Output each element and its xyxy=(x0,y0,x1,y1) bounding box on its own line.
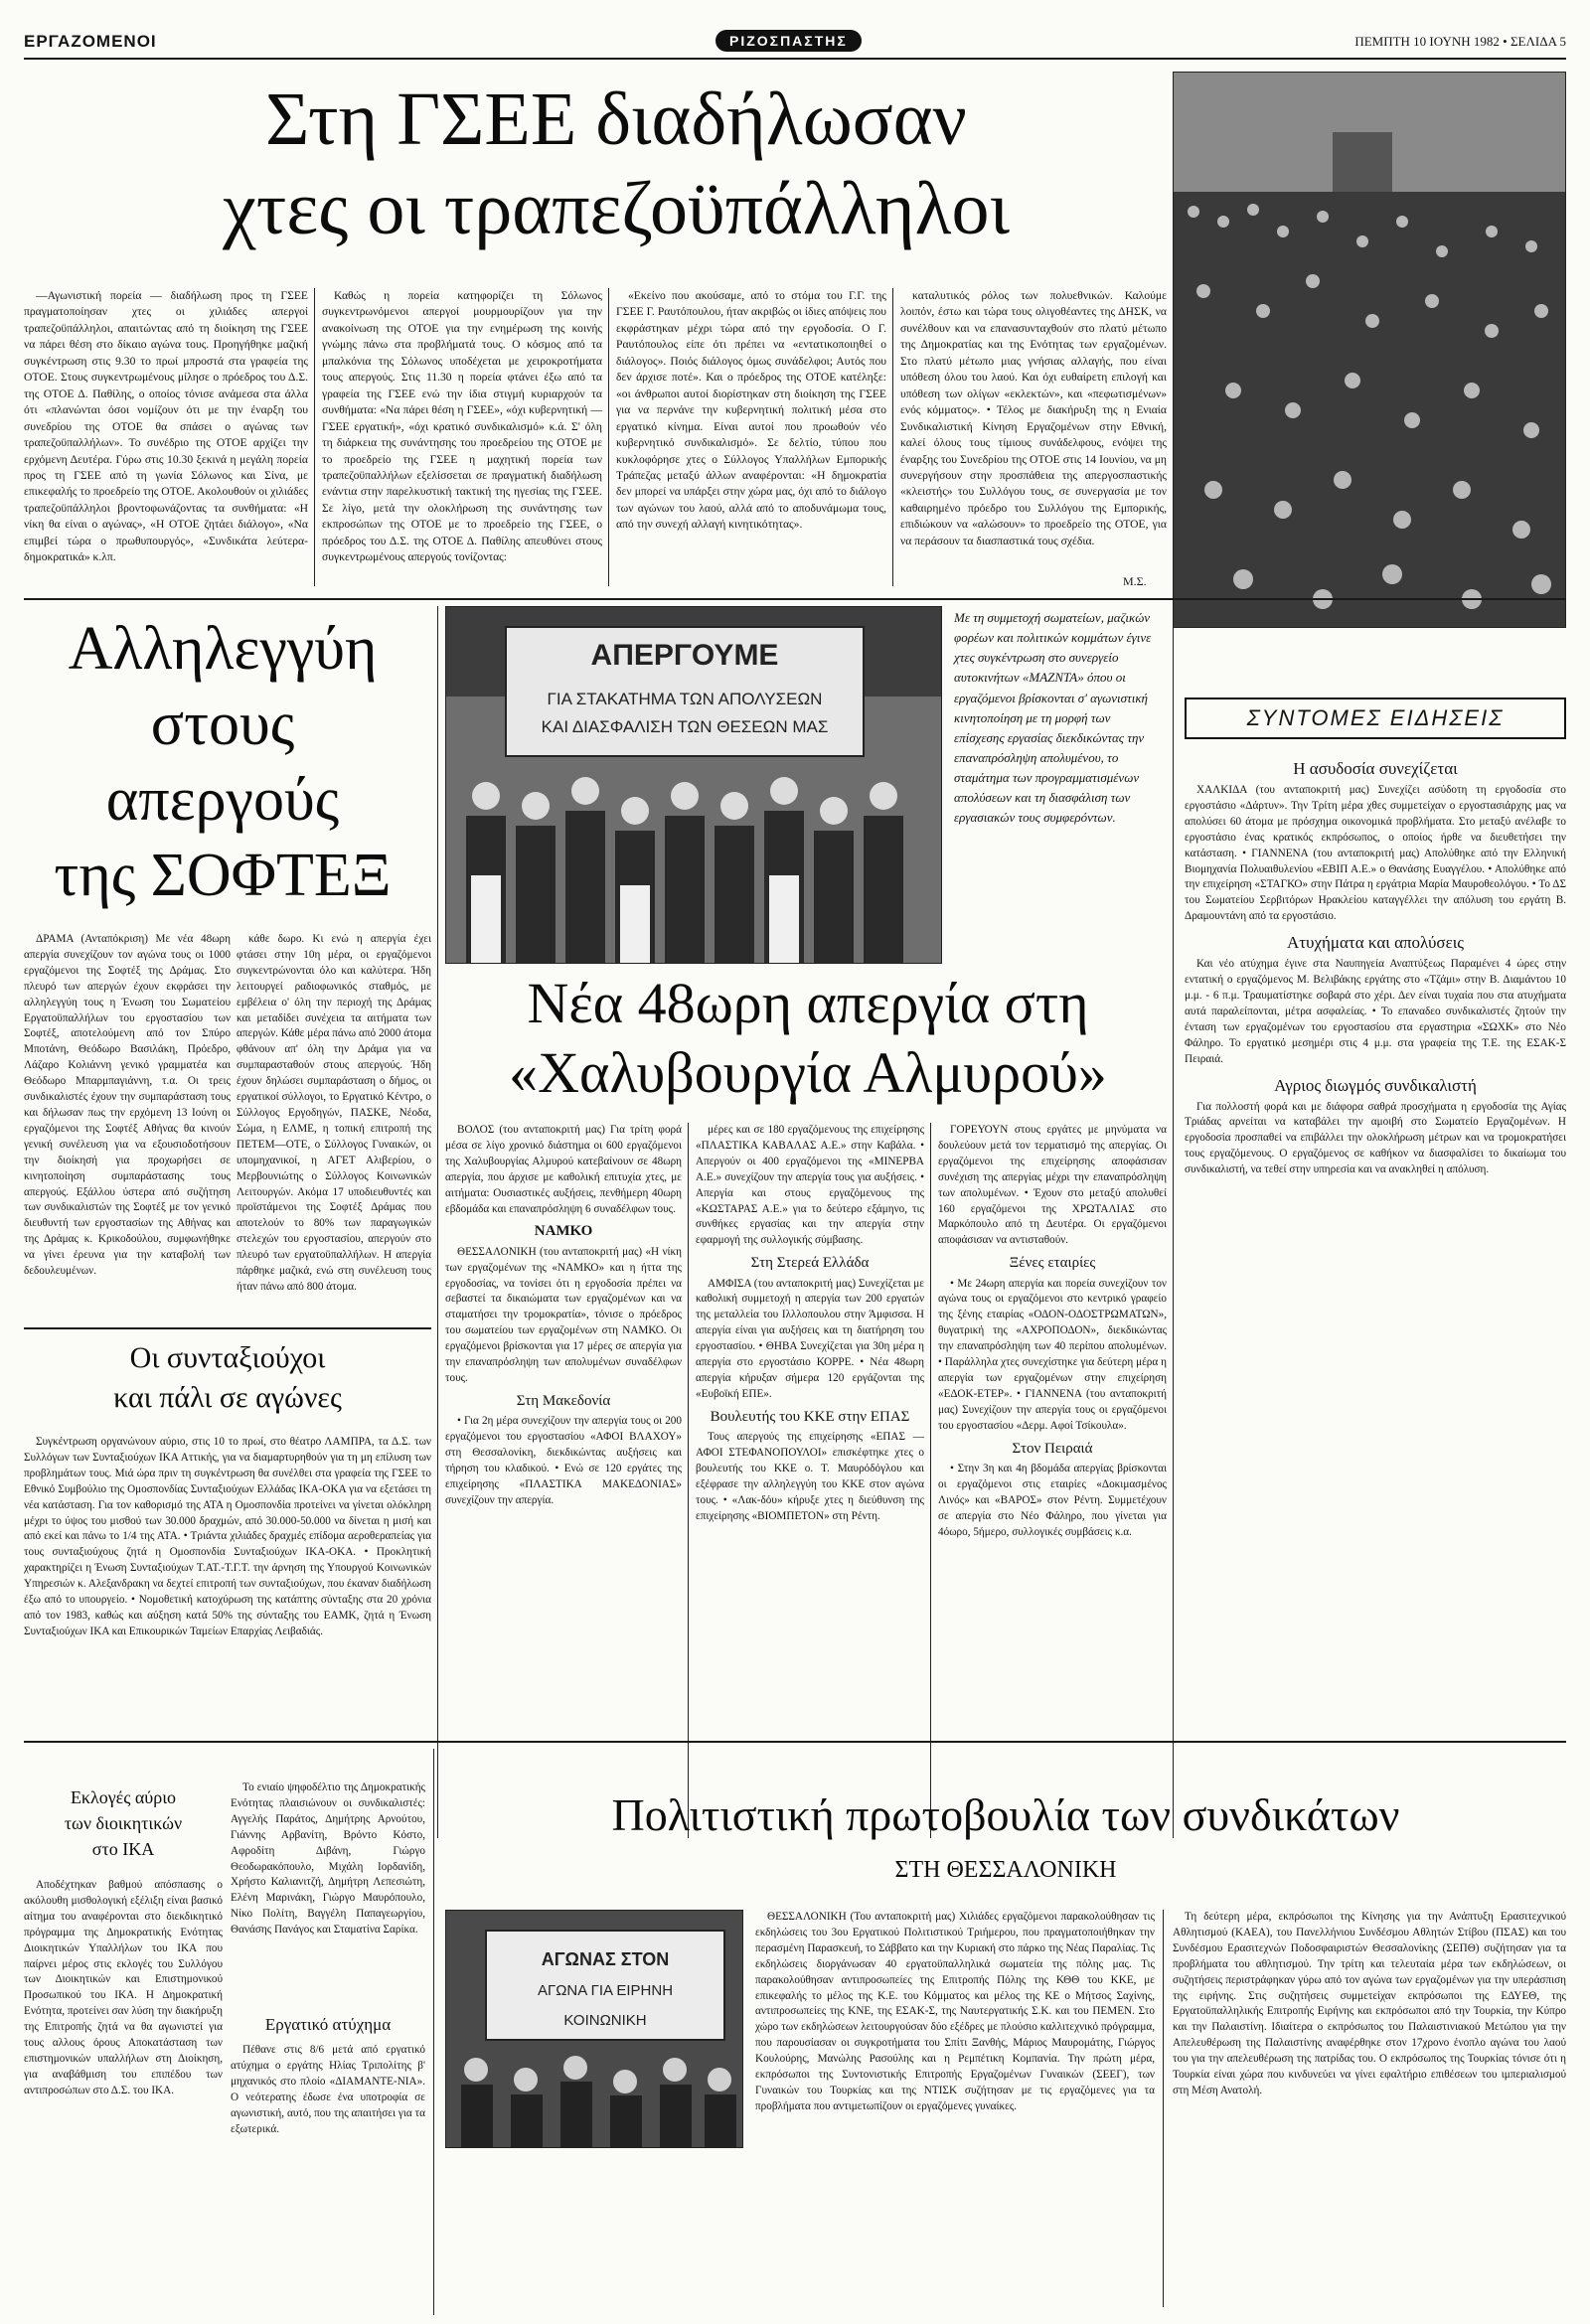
ika-headline-2: των διοικητικών xyxy=(64,1813,183,1833)
almyros-col-2: μέρες και σε 180 εργαζόμενους της επιχείρησης «ΠΛΑΣΤΙΚΑ ΚΑΒΑΛΑΣ Α.Ε.» στην Καβάλα. • Απεργούν οι 400 εργαζόμενοι της «ΜΙΝΕΡΒΑ Α.Ε.» συνεχίζουν την απεργία τους για αυξήσεις. • Απεργία και στους εργαζόμενους της «ΚΩΣΤΑΡΑΣ Α.Ε.» για το δεύτερο εξάμηνο, τις συνθήκες εργασίας και την απεργία στην εφαρμογή της συλλογικής σύμβασης. Στη Στερεά Ελλάδα ΑΜΦΙΣΑ (του ανταποκριτή μας) Συνεχίζεται με καθολική συμμετοχή η απεργία των 200 εργατών της μεταλλεία του Ιλλλοπουλου στην Άμφισσα. Η απεργία είναι για αυξήσεις και τη διατήρηση του εργοστασίου. • ΘΗΒΑ Συνεχίζεται για 30η μέρα η απεργία στο εργοστάσιο ΚΟΡΡΕ. • Νέα 48ωρη απεργία κήρυξαν σήμερα 120 εργάζονται της «Ευβοϊκή ΕΠΕ». Βουλευτής του ΚΚΕ στην ΕΠΑΣ Τους απεργούς της επιχείρησης «ΕΠΑΣ — ΑΦΟΙ ΣΤΕΦΑΝΟΠΟΥΛΟΙ» επισκέφτηκε χτες ο βουλευτής του ΚΚΕ ο. Τ. Μαυρόδόγλου και εξέφρασε την αλληλεγγύη του ΚΚΕ στον αγώνα τους. • «Λακ-δόυ» κήρυξε χτες η διεύθυνση της επιχείρησης «ΒΙΟΜΠΕΤΟΝ» στη Ρέντη. xyxy=(696,1124,924,1522)
main-headline-1: Στη ΓΣΕΕ διαδήλωσαν xyxy=(265,77,967,161)
pensioners-headline-2: και πάλι σε αγώνες xyxy=(113,1381,342,1414)
subhead-atyxima: Εργατικό ατύχημα xyxy=(264,2015,392,2034)
subhead-sterea: Στη Στερεά Ελλάδα xyxy=(750,1255,870,1272)
culture-subheadline: ΣΤΗ ΘΕΣΣΑΛΟΝΙΚΗ xyxy=(894,1857,1117,1883)
pensioners-headline-1: Οι συνταξιούχοι xyxy=(129,1341,326,1374)
briefs-title: ΣΥΝΤΟΜΕΣ ΕΙΔΗΣΕΙΣ xyxy=(1185,697,1566,739)
almyros-headline-2: «Χαλυβουργία Αλμυρού» xyxy=(509,1040,1107,1105)
culture-col-1: ΘΕΣΣΑΛΟΝΙΚΗ (Του ανταποκριτή μας) Χιλιάδες εργαζόμενοι παρακολούθησαν τις εκδηλώσεις του 3ου Εργατικού Πολιτιστικού Τριήμερου, που πραγματοποιήθηκαν την περασμένη Παρασκευή, το Σάββατο και την Κυριακή στο πάρκο της Νέας Παραλίας. Τις εκδηλώσεις διοργάνωσαν 40 εργατοϋπαλληλικά σωματεία της πόλης μας. Τις παρακολούθησαν αντιπροσωπείες της Επιτροπής Πόλης της ΚΘΘ του ΚΚΕ, με επικεφαλής το μέλος της Κ.Ε. του Κόμματος και μέλος της ΚΕ ο Μήτσος Σαχίνης, αντιπροσωπείες της ΚΝΕ, της ΕΣΑΚ-Σ, της Ναυτεργατικής Σ.Κ. και του ΠΕΜΕΝ. Στο χώρο των εκδηλώσεων λειτουργούσαν δύο εξέδρες με πλούσιο καλλιτεχνικό πρόγραμμα, που παρουσίασαν οι συγκροτήματα του Σπίτι Ξανθής, Μάριος Μαυρομάτης, Γιώργος Κουλούρης, Μανώλης Ρασούλης και η Ρεμπέτικη Κομπανία. Την πρώτη μέρα, εκπρόσωποι της Συντονιστικής Επιτροπής Εργαζομένων Γυναικών (ΣΕΕΓ), των Γυναικών του Τουρκίας και της ΝΤΙΣΚ συζήτησαν με τις εργαζόμενες για τα προβλήματα που αντιμετωπίζουν οι εργαζόμενες γυναίκες. xyxy=(755,1911,1155,2112)
almyros-col-1: ΒΟΛΟΣ (του ανταποκριτή μας) Για τρίτη φορά μέσα σε λίγο χρονικό διάστημα οι 600 εργαζόμενοι της Χαλυβουργίας Αλμυρού κατεβαίνουν σε 48ωρη απεργία, που άρχισε με καθολική επιτυχία χτες, με αιτήματα: Ουσιαστικές αυξήσεις, πενθήμερη 40ωρη εβδομάδα και επαναπρόσληψη 6 συναδέλφων τους. ΝΑΜΚΟ ΘΕΣΣΑΛΟΝΙΚΗ (του ανταποκριτή μας) «Η νίκη των εργαζομένων της «ΝΑΜΚΟ» και η ήττα της εργοδοσίας, να τονίσει ότι η εργοδοσία πρέπει να σεβαστεί τα δικαιώματα των εργαζομένων και να σταματήσει την τρομοκρατία», τόνισε ο πρόεδρος του σωματείου των εργαζομένων στη ΝΑΜΚΟ. Οι εργαζόμενοι βρίσκονται για 17 μέρες σε απεργία για την επαναπρόσληψη των απολυμένων συναδέλφων τους. Στη Μακεδονία • Για 2η μέρα συνεχίζουν την απεργία τους οι 200 εργαζόμενοι του εργοστασίου «ΑΦΟΙ ΒΛΑΧΟΥ» στη Θεσσαλονίκη, διεκδικώντας αυξήσεις και τήρηση του κλαδικού. • Ενώ σε 120 εργάτες της επιχείρησης «ΠΛΑΣΤΙΚΑ ΜΑΚΕΔΟΝΙΑΣ» συνεχίζουν την απεργία. xyxy=(445,1124,682,1506)
header-rule xyxy=(24,58,1566,60)
column-rule xyxy=(433,1749,434,2315)
section-rule xyxy=(24,1741,1566,1743)
section-header: ΕΡΓΑΖΟΜΕΝΟΙ xyxy=(24,32,157,51)
subhead-makedonia: Στη Μακεδονία xyxy=(516,1392,611,1409)
atyxima-text: Πέθανε στις 8/6 μετά από εργατικό ατύχημα ο εργάτης Ηλίας Τριπολίτης β' μηχανικός στο πλοίο «ΔΙΑΜΑΝΤΕ-ΝΙΑ». Ο νεότερατης έδωσε ένα υποτροφία σε αγωνιστική, αυτό, που της απαιτήσει για τα εξωτερικά. xyxy=(231,2044,425,2135)
paper-name-badge: ΡΙΖΟΣΠΑΣΤΗΣ xyxy=(716,30,862,52)
ika-col-1: Αποδέχτηκαν βαθμού απόσπασης ο ακόλουθη μισθολογική εξέλιξη είναι βασικό αίτημα του αναφέρονται στο διεκδικητικό πρόγραμμα της Δημοκρατικής Ενότητας Διοικητικών Υπαλλήλων του ΙΚΑ που παίρνει μέρος στις εκλογές του Συλλόγου των Διοικητικών και Επιστημονικού Προσωπικού του ΙΚΑ. Η Δημοκρατική Ενότητα, προτείνει σαν λύση την διακήρυξη της Επιτροπής ζητά να θα αγωνιστεί για τους αλλους όρους Αποκατάσταση των επιστημονικών υπαλλήλων στη Διοίκηση, για αναβάθμιση του επιπέδου των αντιπροσώπων στο Δ.Σ. του ΙΚΑ. xyxy=(24,1879,223,2096)
culture-banner-2: ΑΓΩΝΑ ΓΙΑ ΕΙΡΗΝΗ xyxy=(537,1982,674,1999)
softex-headline-4: της ΣΟΦΤΕΞ xyxy=(54,842,392,909)
banner-text-2: ΓΙΑ ΣΤΑΚΑΤΗΜΑ ΤΩΝ ΑΠΟΛΥΣΕΩΝ xyxy=(547,690,823,708)
banner-text-3: ΚΑΙ ΔΙΑΣΦΑΛΙΣΗ ΤΩΝ ΘΕΣΕΩΝ ΜΑΣ xyxy=(541,717,829,736)
section-rule xyxy=(24,598,1566,600)
softex-headline-1: Αλληλεγγύη xyxy=(68,615,378,683)
column-rule xyxy=(1173,606,1174,1838)
signature: Μ.Σ. xyxy=(1123,574,1147,588)
subhead-peiraias: Στον Πειραιά xyxy=(1012,1440,1093,1457)
ika-headline-1: Εκλογές αύριο xyxy=(70,1787,177,1807)
subhead-namko: ΝΑΜΚΟ xyxy=(534,1223,593,1240)
softex-col-2: κάθε δωρο. Κι ενώ η απεργία έχει φτάσει στην 10η μέρα, οι εργαζόμενοι συγκεντρώνονται όλο και καλύτερα. Ήδη λειτουργεί ραδιοφωνικός σταθμός, με εμβέλεια ο' όλη την περιοχή της Δράμας και μεταδίδει συνέχεια τα αιτήματα των απεργών. Κάθε μέρα πάνω από 2000 άτομα φθάνουν απ' όλη την Δράμα για να συμπαρασταθούν στους απεργούς. Ήδη έχουν δηλώσει συμπαράσταση ο δήμος, οι εργατικοί σύλλογοι, το Εργατικό Κέντρο, ο Σύλλογος Εργοδηγών, ΠΑΣΚΕ, Νέοδα, Σώμα, η ΕΛΜΕ, η τοπική επιτροπή της ΠΕΤΕΜ—ΟΤΕ, ο Σύλλογος Γυναικών, οι υπομηχανικοί, η ΑΓΕΤ Αλιβερίου, ο Μερβουνιώτης ο Σύλλογος Κοινωνικών Λειτουργών. Ακόμα 17 υποδιευθυντές και προϊστάμενοι της Σοφτέξ Δράμας που αποτελούν το 80% των παραγωγικών στελεχών του εργοστασίου, απεργούν στο πλευρό των εργατοϋπαλλήλων. Η απεργία πάρθηκε μαζικά, ενώ στη συνέλευση τους ήταν πάνω από 800 άτομα. xyxy=(237,933,431,1293)
main-story-col-1: —Αγωνιστική πορεία — διαδήλωση προς τη ΓΣΕΕ πραγματοποίησαν χτες οι χιλιάδες απεργοί τραπεζοϋπάλληλοι, απαιτώντας από τη διοίκηση της ΓΣΕΕ να πάρει θέση στο δίκαιο αγώνα τους. Προηγήθηκε μαζική συγκέντρωση στις 9.30 το πρωί μπροστά στα γραφεία της ΟΤΟΕ. Στους συγκεντρωμένους μίλησε ο πρόεδρος του Δ.Σ. της ΟΤΟΕ Δ. Παθίλης, ο οποίος τόνισε ανάμεσα στα άλλα ότι «πλανώνται όσοι νομίζουν ότι με την έναρξη του συνεδρίου της ΟΤΟΕ θα σπάσει ο αγώνας των τραπεζοϋπαλλήλων». Το συνέδριο της ΟΤΟΕ αρχίζει την ερχόμενη Δευτέρα. Γύρω στις 10.30 ξεκινά η μεγάλη πορεία προς τη ΓΣΕΕ από τη γωνία Σόλωνος και Σίνα, με επικεφαλής το προεδρείο της ΟΤΟΕ. Ακολουθούν οι χιλιάδες τραπεζοϋπάλληλοι βροντοφωνάζοντας τα συνθήματα: «Η νίκη θα είναι ο αγώνας», «Η ΟΤΟΕ ζητάει διάλογο», «Να επιμβεί τώρα ο πρωθυπουργός», «Συνδικάτα λεύτερα-δημοκρατικά» κ.λπ. xyxy=(24,289,308,564)
main-story-col-2: Καθώς η πορεία κατηφορίζει τη Σόλωνος συγκεντρωνόμενοι απεργοί μουρμουρίζουν για την ανακοίνωση της ΟΤΟΕ για την ενημέρωση της κοινής γνώμης πάνω στα προβλήματά τους. Ο κόσμος από τα μπαλκόνια της Σόλωνος υποδέχεται με χειροκροτήματα τους απεργούς. Στις 11.30 η πορεία φτάνει έξω από τα γραφεία της ΓΣΕΕ ενώ την ίδια στιγμή κυριαρχούν τα συνθήματα: «Να πάρει θέση η ΓΣΕΕ», «όχι κυβερνητική — ΓΣΕΕ εργατική», «όχι κρατικό συνδικαλισμό» κ.ά. Σ' όλη τη διάρκεια της συνάντησης του προεδρείου της ΟΤΟΕ με το προεδρείο της ΓΣΕΕ η μαχητική πορεία των τραπεζοϋπαλλήλων εξελίσσεται σε πραγματική διαδήλωση ενάντια στην παρελκυστική τακτική της ηγεσίας της ΓΣΕΕ. Σε λίγο, μετά την ολοκλήρωση της συνάντησης των εκπροσώπων της ΟΤΟΕ με το προεδρείο της ΓΣΕΕ, ο πρόεδρος του Δ.Σ. της ΟΤΟΕ Δ. Παθίλης απευθύνει στους συγκεντρωμένους απεργούς τονίζοντας: xyxy=(322,289,602,564)
pensioners-text: Συγκέντρωση οργανώνουν αύριο, στις 10 το πρωί, στο θέατρο ΛΑΜΠΡΑ, τα Δ.Σ. των Συλλόγων των Συνταξιούχων ΙΚΑ Αττικής, για να διαμαρτυρηθούν για τη μη επίλυση των προβλημάτων τους. Μιά ώρα πριν τη συγκέντρωση θα συνέλθει στα γραφεία της ΓΣΕΕ το Εθνικό Συμβούλιο της Ομοσπονδίας Συνταξιούχων Ελλάδας ΙΚΑ-ΟΚΑ για να εξετάσει τη νέα κατάσταση. Για τον καθορισμό της ΑΤΑ η Ομοσπονδία προτείνει να γίνεται ολόκληρη μέχρι το ύψος του μισθού των 30.000 δραχμών, από 30.000-50.000 να δίνεται η μισή και από εκεί και πάνω το 1/4 της ΑΤΑ. • Τριάντα χιλιάδες δραχμές επίδομα αεροθεραπείας για τους συνταξιούχους ζητά η Ομοσπονδία Συνταξιούχων ΙΚΑ-ΟΚΑ. • Προκλητική χαρακτηρίζει η Ένωση Συνταξιούχων Τ.ΑΤ.-Τ.Γ.Τ. την άρνηση της Υπουργού Κοινωνικών Υπηρεσιών κ. Αλεξανδρακη να δεχτεί επιτροπή των συνταξιούχων, που έκαναν διαδήλωση έξω από το υπουργείο. • Νομοθετική κατοχύρωση της κατάπτης σύνταξης στα 20 χρόνια από τον 1983, καθώς και αύξηση κατά 50% της σύνταξης του ΕΑΜΚ, ζητά η Ένωση Συνταξιούχων ΙΚΑ και Επικουρικών Ταμείων Επαρχίας Λειβαδιάς. xyxy=(24,1436,431,1637)
ika-col-2: Το ενιαίο ψηφοδέλτιο της Δημοκρατικής Ενότητας πλαισιώνουν οι συνδικαλιστές: Αγγελής Παράτος, Δημήτρης Αρνούτου, Γιάννης Αρβανίτη, Βρόντο Κόστο, Αφροδίτη Διβάνη, Γιώργο Θεοδωρακόπουλο, Μιχάλη Ιορδανίδη, Χρήστο Καλιανιτζή, Δημήτρη Λεπεσιώτη, Ελένη Μαρινάκη, Γιώργο Μαυρόπουλο, Νίκο Πολίτη, Βαγγέλη Παπαγεωργίου, Θανάσης Πανάγος και Σταματίνα Σαρίκα. xyxy=(231,1782,425,1937)
main-story-col-3: «Εκείνο που ακούσαμε, από το στόμα του Γ.Γ. της ΓΣΕΕ Γ. Ραυτόπουλου, ήταν ακριβώς οι ίδιες απόψεις που εκφράστηκαν μέχρι τώρα από την εργοδοσία. Ο Γ. Ραυτόπουλος είπε ότι πρέπει να «εντατικοποιηθεί ο διάλογος». Ποιός διάλογος όμως συνάδελφοι; Αυτός που δεν άρχισε ποτέ». Και ο πρόεδρος της ΟΤΟΕ κατέληξε: «οι άνθρωποι αυτοί διορίστηκαν στη διοίκηση της ΓΣΕΕ για να περνάνε την κυβερνητική πολιτική μέσα στο εργατικό κίνημα. Είναι αυτοί που προωθούν νέο κυβερνητικό συνδικαλισμό». Σε δελτίο, τύπου που κυκλοφόρησε χτες ο Σύλλογος Υπαλλήλων Εμπορικής Τράπεζας μεταξύ άλλων αναφέρονται: «Η δημοκρατία δεν μπορεί να υπάρξει στην χώρα μας, όχι από το διάλογο των αγώνων του λαού, αλλά από το αποδυνάμωμα τους, από την συνεχή αλλαγή κινητικότητας». xyxy=(616,289,886,532)
column-rule xyxy=(930,1123,931,1838)
subhead-kke: Βουλευτής του ΚΚΕ στην ΕΠΑΣ xyxy=(710,1408,910,1425)
softex-headline-2: στους xyxy=(150,691,295,758)
softex-col-1: ΔΡΑΜΑ (Ανταπόκριση) Με νέα 48ωρη απεργία συνεχίζουν τον αγώνα τους οι 1000 εργαζόμενοι της Σοφτέξ της Δράμας. Στο πλευρό των απεργών έχουν εκφράσει την αλληλεγγύη τους η Ένωση του Σωματείου Εργατοϋπαλλήλων του εργοστασίου των Σοφτέξ, αποτελούμενη από τον Σπύρο Μποτάνη, Θεόδωρο Βασιλάκη, Πρόεδρο, Λάζαρο Κολιάννη γενικό γραμματέα και Θεόδωρο Μπαρμπαγιάννη, τ.α. Οι τρεις συνδικαλιστές έχουν την συμπαράσταση τους και δήλωσαν πως την ερχόμενη 13 Ιούνη οι εργαζόμενοι της Σοφτέξ Αθήνας θα κινούν γενική συνέλευση για να εξουσιοδοτήσουν την διοίκησή για προχωρήσει σε κινητοποίηση συμπαράστασης τους απεργούς. Εξάλλου ύστερα από συζήτηση των συνδικαλιστών της Σοφτέξ με τον γενικό διευθυντή των εργοστασίων της Αθήνας και της Δράμας κ. Κρικοδούλου, συμφωνήθηκε να γίνει έρευνα για την καταβολή των δεδουλευμένων. xyxy=(24,933,231,1278)
column-rule xyxy=(892,288,893,586)
column-rule xyxy=(608,288,609,586)
softex-headline-3: απεργούς xyxy=(105,766,340,834)
culture-banner-1: ΑΓΩΝΑΣ ΣΤΟΝ xyxy=(541,1949,670,1969)
culture-banner-3: ΚΟΙΝΩΝΙΚΗ xyxy=(563,2012,647,2029)
banner-text-1: ΑΠΕΡΓΟΥΜΕ xyxy=(590,639,779,672)
almyros-col-3: ΓΟΡΕΥΟΥΝ στους εργάτες με μηνύματα να δουλεύουν μετά τον τερματισμό της απεργίας. Οι εργαζόμενοι της επιχείρησης αποφάσισαν συνέχιση της απεργίας μέχρι την επαναπρόσληψη των απολυμένων. • Έχουν στο μεταξύ απολυθεί 160 εργαζόμενοι της ΧΡΩΤΑΛΙΑΣ στο Μαρκόπουλο από τη Δευτέρα. Οι εργαζόμενοι αποφάσισαν να αντισταθούν. Ξένες εταιρίες • Με 24ωρη απεργία και πορεία συνεχίζουν τον αγώνα τους οι εργαζόμενοι στο κεντρικό γραφείο της ξένης εταιρίας «ΟΔΟΝ-ΟΔΟΣΤΡΩΜΑΤΩΝ», θυγατρική της «ΑΧΡΟΠΟΔΟΝ», διεκδικώντας την επαναπρόσληψη των 40 περίπου απολυμένων. • Παράλληλα χτες συνεχίστηκε για δεύτερη μέρα η απεργία των εργαζομένων στην επιχείρηση «ΕΔΟΚ-ΕΤΕΡ». • ΓΙΑΝΝΕΝΑ (του ανταποκριτή μας) Συνεχίζουν την απεργία τους οι εργαζόμενοι του εργοστασίου «Δερμ. Αφοί Τσίκουλα». Στον Πειραιά • Στην 3η και 4η βδομάδα απεργίας βρίσκονται οι εργαζόμενοι στις εταιρίες «Δοκιμασμένος Λινός» και «ΒΑΡΟΣ» στον Ρέντη. Συμμετέχουν σε απεργία στο Νέο Φάληρο, που γίνεται για 4όωρο, 5ήμερο, συλλογικές συμβάσεις κ.α. xyxy=(938,1124,1167,1538)
main-headline-2: χτες οι τραπεζοϋπάλληλοι xyxy=(223,167,1010,250)
crowd-photo xyxy=(1173,72,1566,628)
column-rule xyxy=(314,288,315,586)
culture-photo xyxy=(445,1910,743,2148)
culture-col-2: Τη δεύτερη μέρα, εκπρόσωποι της Κίνησης για την Ανάπτυξη Ερασιτεχνικού Αθλητισμού (ΚΑΕΑ), του Πανελλήνιου Συνδέσμου Αθλητών Στίβου (ΠΣΑΣ) και του Συνδέσμου Ερασιτεχνών Ποδοσφαιριστών Θεσσαλονίκης (ΣΕΠΘ) συζήτησαν για τα προβλήματα του αθλητισμού. Την τρίτη και τελευταία μέρα των εκδηλώσεων, οι συζητήσεις περιστράφηκαν γύρω από τον αγώνα των εργαζομένων για την υπεράσπιση της ειρήνης. Στις συζητήσεις συμμετείχαν εκπρόσωποι της ΕΔΥΕΘ, της Εργατοϋπαλληλικής Επιτροπής Ειρήνης και εκπρόσωποι από την Τουρκία, την Κύπρο και την Παλαιστίνη. Ιδιαίτερα ο εκπρόσωπος του Παλαιστινιακού Μετώπου για την Απελευθέρωση της Παλαιστίνης αναφέρθηκε στον 17χρονο ένοπλο αγώνα του λαού του για την απελευθέρωση της πατρίδας του. Ο εκπρόσωπος της Τουρκίας τόνισε ότι η Τουρκία είναι χώρα που κινδυνεύει να γίνει εφαλτήριο επιθέσεων του ιμπεριαλισμού στη Μέση Ανατολή. xyxy=(1173,1911,1566,2096)
briefs-section: Η ασυδοσία συνεχίζεται ΧΑΛΚΙΔΑ (του ανταποκριτή μας) Συνεχίζει ασύδοτη τη εργοδοσία στο εργοστάσιο «Δάρτυν». Την Τρίτη μέρα χθες συμμετείχαν ο εργοστασιάρχης μας να απολύσει 60 άτομα με πρόσχημα οικονομικά προβλήματα. Στο μεταξύ ανέλαβε το εργοστάσιο ένας κρατικός εκπρόσωπος, ο οποίος ήρθε να διευθετήσει την κατάσταση. • ΓΙΑΝΝΕΝΑ (του ανταποκριτή μας) Απολύθηκε από την Ελληνική Βιομηχανία Πολυαιθυλενίου «ΕΒΙΠ Α.Ε.» ο Θανάσης Ευαγγέλου. • Απολύθηκε από την επιχείρηση «ΣΤΑΓΚΟ» στην Πάτρα η εργάτρια Μαρία Μαυροθεολόγου. • Το ΔΣ του Σωματείου Σερβιτόρων Ηρακλείου καταγγέλλει την απόλυση του εργάτη Β. Δραμουντάνη από τα εργοστάσιο. Ατυχήματα και απολύσεις Και νέο ατύχημα έγινε στα Ναυπηγεία Αναπτύξεως Παραμένει 4 ώρες στην εντατική ο εργαζόμενος Μ. Βελιβάκης εργάτης στο «Τζάμι» στην Β. Διαμάντου 10 μ.μ. - 6 π.μ. Τραυματίστηκε σοβαρά στο χέρι. Δεν είναι τυχαία που στα ατυχήματα αυτά παραλείπονται, μέτρα ασφαλείας. • Το επαναδεο συνδικαλιστές ζητούν την ένταση των εργαζομένων του εργοστασίου στα εργαστηρια «ΣΩΧΚ» στο Νέο Φάληρο. Το εργατικό μεσημέρι στις 4 μ.μ. στα γραφεία της Τ.Ε. της ΕΣΑΚ-Σ Πειραιά. Αγριος διωγμός συνδικαλιστή Για πολλοστή φορά και με διάφορα σαθρά προσχήματα η εργοδοσία της Αγίας Τριάδας αρνείται να καταβάλει την αμοιβή στο Σωματείο Εργαζομένων. Η εργοδοσία προσπαθεί να επιβάλλει την ολοκλήρωση μέτρων και να τρομοκρατήσει τους εργαζόμενους. Ο εργαζόμενος σε καθήκον να διασφαλίσει το δικαίωμα του συνδικαλιστή, να τεθεί στην υπηρεσία και να ανακληθεί η απόλυση. xyxy=(1185,759,1566,1176)
column-rule xyxy=(1163,1910,1164,2307)
photo-caption: Με τη συμμετοχή σωματείων, μαζικών φορέων και πολιτικών κομμάτων έγινε χτες συγκέντρωση στο συνεργείο αυτοκινήτων «ΜΑΖΝΤΑ» όπου οι εργαζόμενοι βρίσκονται σ' αγωνιστική κινητοποίηση με τη μορφή των επίσχεσης εργασίας διεκδικώντας την επαναπρόσληψη απολυμένου, το σταμάτημα των προγραμματισμένων απολύσεων και τη διασφάλιση των εργασιακών τους συμφερόντων. xyxy=(954,610,1152,826)
subhead-xenes: Ξένες εταιρίες xyxy=(1009,1255,1096,1272)
ika-headline-3: στο ΙΚΑ xyxy=(91,1839,155,1859)
section-rule xyxy=(24,1327,431,1329)
brief-title-1: Η ασυδοσία συνεχίζεται xyxy=(1293,759,1458,778)
brief-title-2: Ατυχήματα και απολύσεις xyxy=(1286,933,1465,953)
date-line: ΠΕΜΠΤΗ 10 ΙΟΥΝΗ 1982 • ΣΕΛΙΔΑ 5 xyxy=(1354,34,1566,49)
column-rule xyxy=(688,1123,689,1838)
strike-photo xyxy=(445,606,942,964)
column-rule xyxy=(437,606,438,1838)
brief-title-3: Αγριος διωγμός συνδικαλιστή xyxy=(1274,1075,1477,1095)
almyros-headline-1: Νέα 48ωρη απεργία στη xyxy=(527,971,1089,1035)
culture-headline: Πολιτιστική πρωτοβουλία των συνδικάτων xyxy=(611,1789,1400,1840)
main-story-col-4: καταλυτικός ρόλος των πολυεθνικών. Καλούμε λοιπόν, έστω και τώρα τους ολιγοθέαντες της ΔΗΣΚ, να συνέλθουν και να επανασυνταχθούν στο πλατύ μέτωπο της Δημοκρατίας και της Ενότητας των εργαζομένων. Στο πλατύ μέτωπο μιας γνήσιας αλλαγής, που είναι υπόθεση όλου του λαού. Και όχι ευθαίρετη επιλογή και υπόθεση των ολίγων «εκλεκτών», και «πεφωτισμένων» ενός κόμματος». • Τέλος με διακήρυξη της η Ενιαία Συνδικαλιστική Κίνηση Εργαζομένων στην Εθνική, καλεί όλους τους τίμιους συνάδελφους, ενόψει της έναρξης του Συνεδρίου της ΟΤΟΕ στις 14 Ιουνίου, να μη συνεργήσουν στην προσπάθεια της απεργοσπαστικής «κλειστής» του Συλλόγου τους, σε συνεργασία με τον καθαιρημένο πρόεδρο του Συλλόγου της Εμπορικής, επιδιώκουν να «αλώσουν» το προεδρείο της ΟΤΟΕ, για να περάσουν τα διασπαστικά τους σχέδια. xyxy=(900,289,1167,547)
